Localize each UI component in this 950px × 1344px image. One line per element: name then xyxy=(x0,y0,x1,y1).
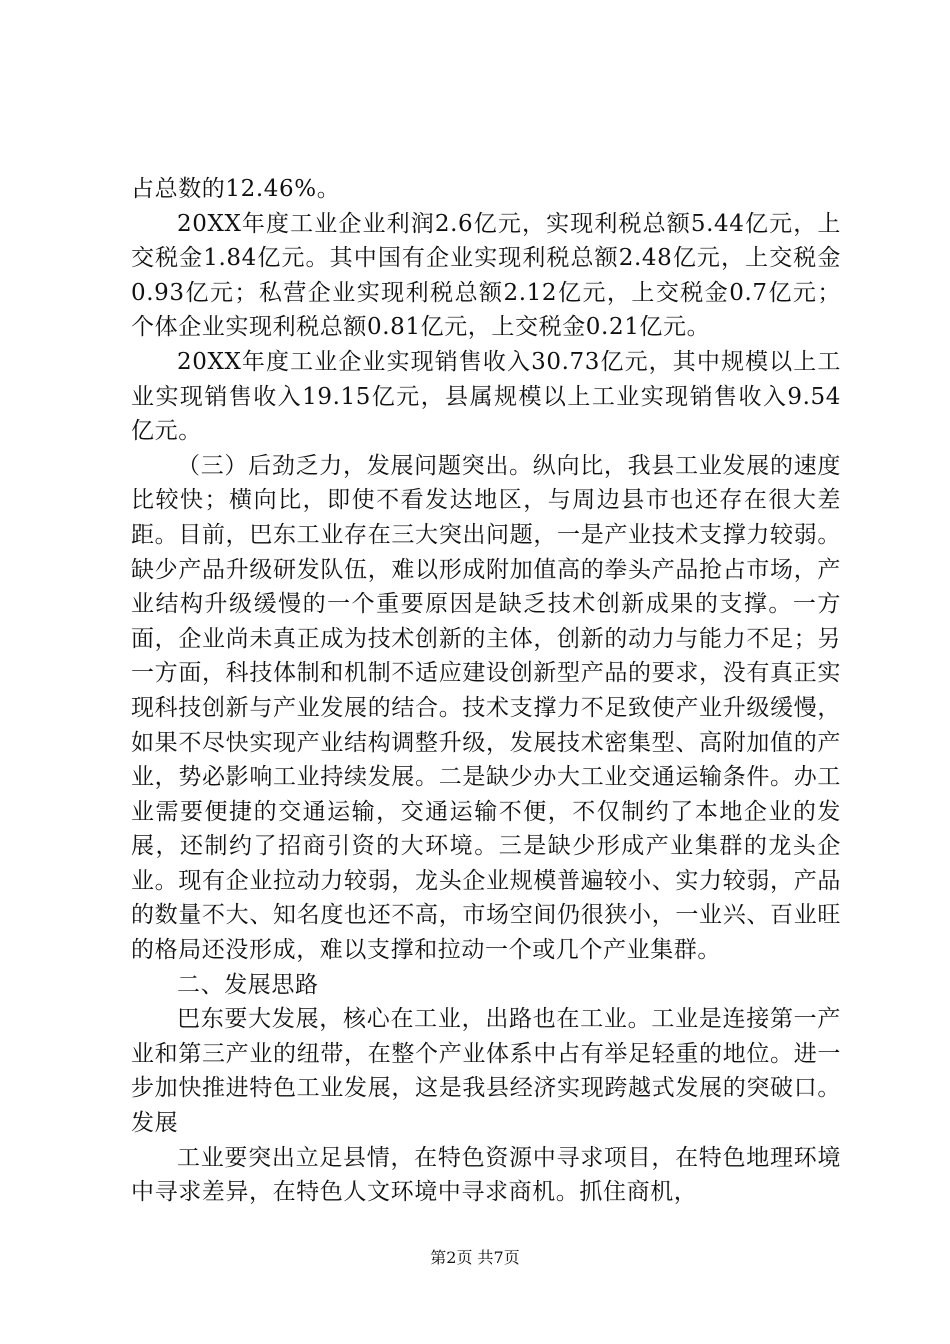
paragraph-core-industry: 巴东要大发展，核心在工业，出路也在工业。工业是连接第一产业和第三产业的纽带，在整个产业体系中占有举足轻重的地位。进一步加快推进特色工业发展，这是我县经济实现跨越式发展的突破口。发展 xyxy=(131,1006,841,1137)
page-footer: 第2页 共7页 xyxy=(430,1248,520,1267)
paragraph-profit-tax: 20XX年度工业企业利润2.6亿元，实现利税总额5.44亿元，上交税金1.84亿元。其中国有企业实现利税总额2.48亿元，上交税金0.93亿元；私营企业实现利税总额2.12亿元，上交税金0.7亿元；个体企业实现利税总额0.81亿元，上交税金0.21亿元。 xyxy=(131,210,841,341)
document-body xyxy=(131,172,841,1210)
paragraph-problems: （三）后劲乏力，发展问题突出。纵向比，我县工业发展的速度比较快；横向比，即使不看发达地区，与周边县市也还存在很大差距。目前，巴东工业存在三大突出问题，一是产业技术支撑力较弱。缺少产品升级研发队伍，难以形成附加值高的拳头产品抢占市场，产业结构升级缓慢的一个重要原因是缺乏技术创新成果的支撑。一方面，企业尚未真正成为技术创新的主体，创新的动力与能力不足；另一方面，科技体制和机制不适应建设创新型产品的要求，没有真正实现科技创新与产业发展的结合。技术支撑力不足致使产业升级缓慢，如果不尽快实现产业结构调整升级，发展技术密集型、高附加值的产业，势必影响工业持续发展。二是缺少办大工业交通运输条件。办工业需要便捷的交通运输，交通运输不便，不仅制约了本地企业的发展，还制约了招商引资的大环境。三是缺少形成产业集群的龙头企业。现有企业拉动力较弱，龙头企业规模普遍较小、实力较弱，产品的数量不大、知名度也还不高，市场空间仍很狭小，一业兴、百业旺的格局还没形成，难以支撑和拉动一个或几个产业集群。 xyxy=(131,452,841,964)
paragraph-sales-revenue: 20XX年度工业企业实现销售收入30.73亿元，其中规模以上工业实现销售收入19.15亿元，县属规模以上工业实现销售收入9.54亿元。 xyxy=(131,348,841,445)
section-heading-development-ideas: 二、发展思路 xyxy=(177,971,319,998)
paragraph-county-conditions: 工业要突出立足县情，在特色资源中寻求项目，在特色地理环境中寻求差异，在特色人文环境中寻求商机。抓住商机， xyxy=(131,1144,841,1206)
paragraph-continuation: 占总数的12.46%。 xyxy=(131,176,341,202)
